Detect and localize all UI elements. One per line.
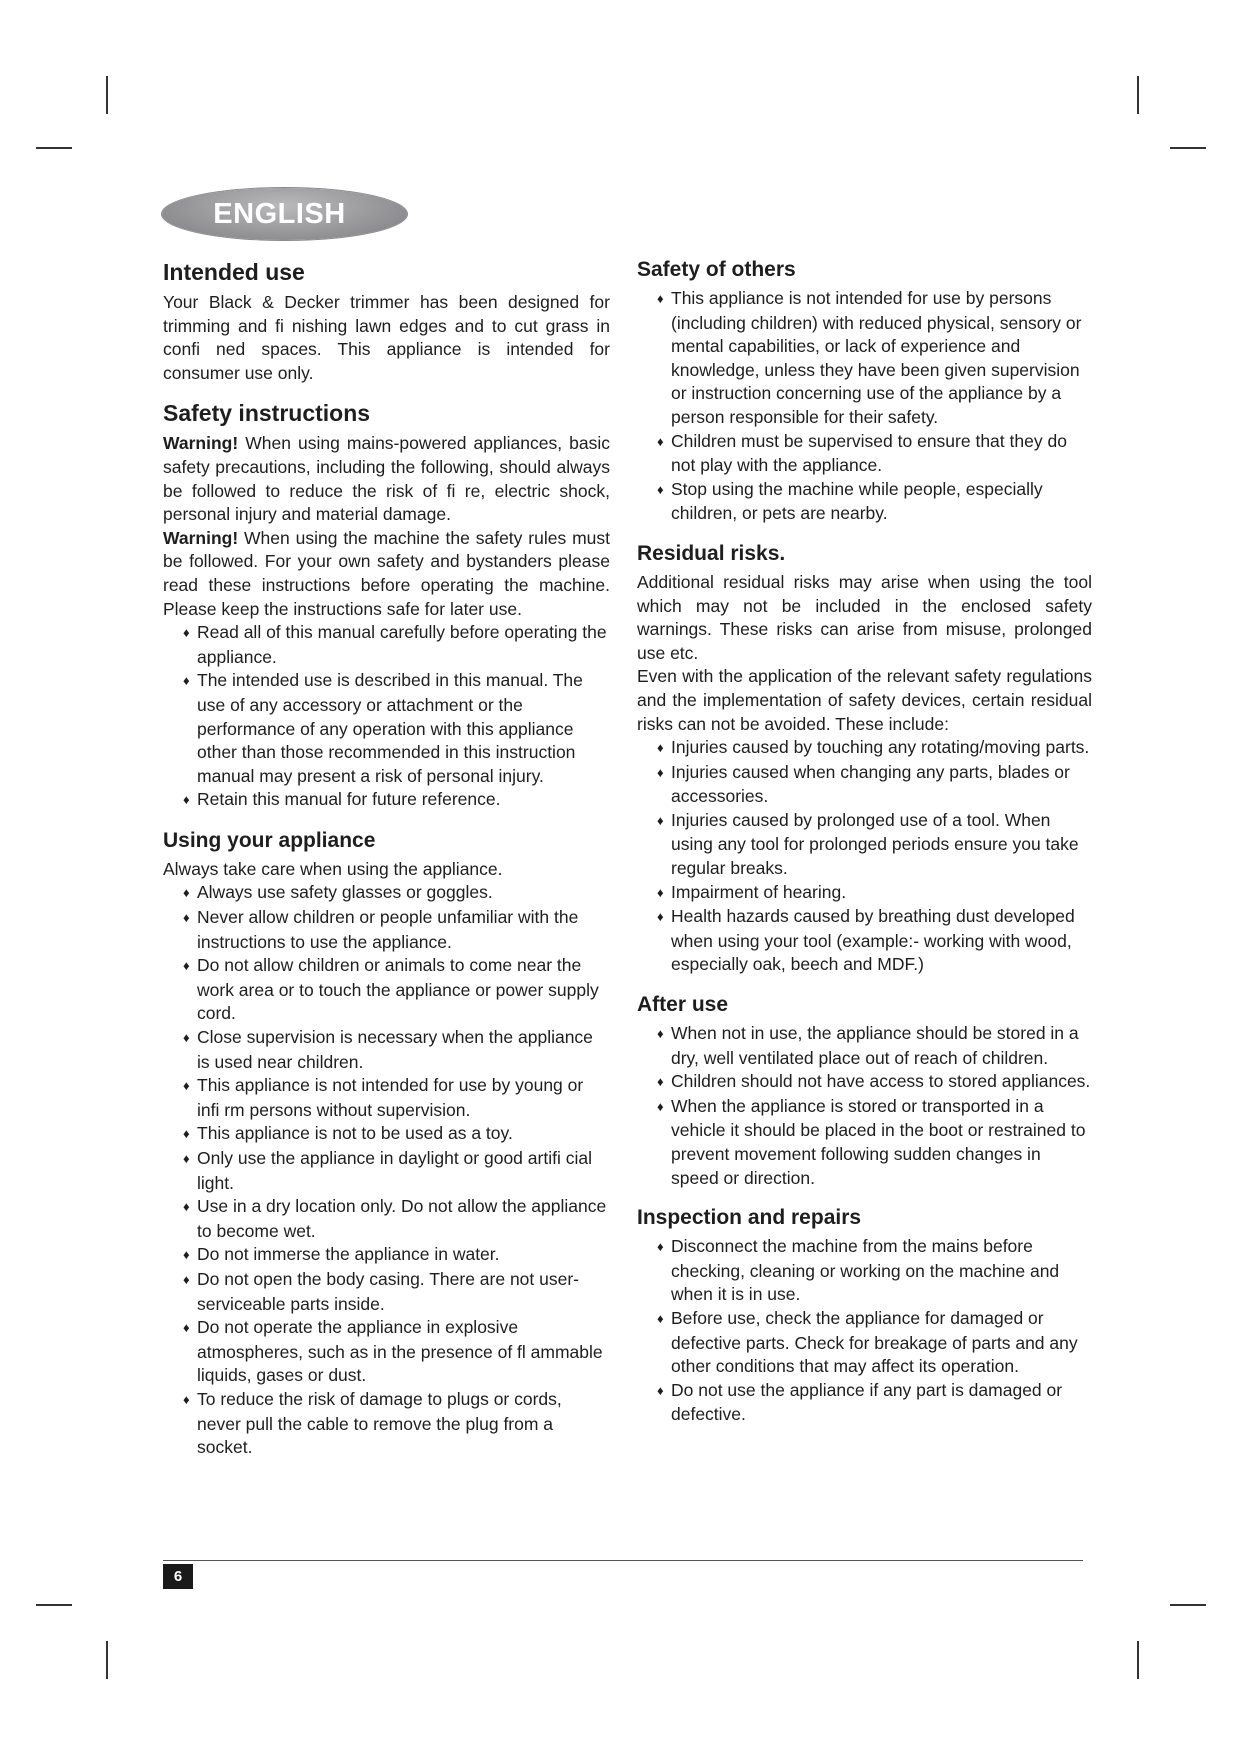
diamond-bullet-icon: ♦: [657, 1074, 664, 1090]
residual-risks-heading: Residual risks.: [637, 541, 786, 565]
diamond-bullet-icon: ♦: [183, 1078, 190, 1094]
list-item: ♦ Do not immerse the appliance in water.: [163, 1243, 610, 1268]
diamond-bullet-icon: ♦: [657, 1382, 664, 1398]
language-tab: [162, 188, 407, 240]
intended-use-heading: Intended use: [163, 259, 305, 285]
list-item: ♦ Stop using the machine while people, especially children, or pets are nearby.: [657, 478, 1043, 524]
list-item: ♦ Do not open the body casing. There are not user-serviceable parts inside.: [183, 1268, 580, 1314]
diamond-bullet-icon: ♦: [657, 1026, 664, 1042]
warning-label: Warning!: [163, 527, 239, 548]
list-item: ♦ Do not use the appliance if any part is damaged or defective.: [657, 1379, 1063, 1425]
diamond-bullet-icon: ♦: [183, 673, 190, 689]
section-after-use: [637, 991, 1092, 1190]
right-column: [637, 256, 1092, 1441]
list-item: ♦ Retain this manual for future reference.: [163, 788, 610, 813]
crop-mark-top-left: [106, 76, 108, 114]
list-item: ♦ Children should not have access to stored appliances.: [637, 1070, 1092, 1095]
list-item: ♦ Do not allow children or animals to come near the work area or to touch the appliance or power supply cord.: [183, 955, 599, 1024]
using-appliance-intro: Always take care when using the appliance.: [163, 858, 503, 879]
warning-label: Warning!: [163, 433, 239, 454]
intended-use-text: Your Black & Decker trimmer has been designed for trimming and fi nishing lawn edges and to cut grass in confi ned spaces. This appliance is intended for consumer use only.: [163, 292, 610, 383]
list-item: ♦ Never allow children or people unfamiliar with the instructions to use the appliance.: [183, 907, 579, 952]
diamond-bullet-icon: ♦: [183, 1199, 190, 1215]
list-item: ♦ Do not operate the appliance in explosive atmospheres, such as in the presence of fl ammable liquids, gases or dust.: [183, 1317, 603, 1386]
list-item: ♦ This appliance is not intended for use by young or infi rm persons without supervision.: [183, 1075, 584, 1120]
diamond-bullet-icon: ♦: [183, 910, 190, 926]
using-appliance-heading: Using your appliance: [163, 828, 376, 852]
page-number: 6: [163, 1564, 193, 1589]
diamond-bullet-icon: ♦: [657, 909, 664, 925]
list-item: ♦ Read all of this manual carefully before operating the appliance.: [183, 622, 607, 667]
list-item: ♦ The intended use is described in this manual. The use of any accessory or attachment or the performance of any operation with this appliance other than those recommended in this instruction manual may present a risk of personal injury.: [183, 670, 583, 786]
diamond-bullet-icon: ♦: [657, 291, 664, 306]
list-item: ♦ This appliance is not to be used as a toy.: [163, 1122, 610, 1147]
crop-mark-left-top: [36, 147, 72, 149]
warning-paragraph-2: [163, 527, 610, 621]
list-item: ♦ Before use, check the appliance for damaged or defective parts. Check for breakage of parts and any other conditions that may affect its operation.: [657, 1307, 1078, 1377]
diamond-bullet-icon: ♦: [657, 812, 664, 828]
inspection-repairs-list: [637, 1235, 1092, 1427]
crop-mark-bottom-left: [106, 1641, 108, 1679]
list-item: ♦ Injuries caused by prolonged use of a tool. When using any tool for prolonged periods ensure you take regular breaks.: [657, 809, 1079, 879]
language-tab-label: ENGLISH: [213, 197, 346, 230]
list-item: ♦ Health hazards caused by breathing dust developed when using your tool (example:- working with wood, especially oak, beech and MDF.): [657, 906, 1075, 975]
diamond-bullet-icon: ♦: [183, 625, 190, 641]
residual-risks-para-1: Additional residual risks may arise when using the tool which may not be included in the enclosed safety warnings. These risks can arise from misuse, prolonged use etc.: [637, 571, 1092, 663]
diamond-bullet-icon: ♦: [657, 1098, 664, 1114]
list-item: ♦ Injuries caused by touching any rotating/moving parts.: [637, 736, 1092, 761]
diamond-bullet-icon: ♦: [183, 1151, 190, 1166]
crop-mark-left-bottom: [36, 1604, 72, 1606]
left-column: [163, 258, 610, 1474]
list-item: ♦ Children must be supervised to ensure that they do not play with the appliance.: [657, 430, 1067, 476]
section-using-your-appliance: [163, 827, 610, 1460]
diamond-bullet-icon: ♦: [657, 1239, 664, 1255]
residual-risks-para-2: Even with the application of the relevant safety regulations and the implementation of safety devices, certain residual risks can not be avoided. These include:: [637, 666, 1092, 734]
diamond-bullet-icon: ♦: [657, 740, 664, 756]
diamond-bullet-icon: ♦: [183, 1391, 190, 1407]
after-use-heading: After use: [637, 993, 729, 1017]
warning-text-2: When using the machine the safety rules must be followed. For your own safety and bystanders please read these instructions before operating the machine. Please keep the instructions safe for later use.: [163, 527, 610, 619]
diamond-bullet-icon: ♦: [183, 1030, 190, 1046]
after-use-list: [637, 1022, 1092, 1190]
diamond-bullet-icon: ♦: [183, 958, 190, 974]
crop-mark-right-bottom: [1170, 1604, 1206, 1606]
diamond-bullet-icon: ♦: [657, 1310, 664, 1326]
safety-of-others-list: [637, 287, 1092, 526]
safety-of-others-heading: Safety of others: [637, 258, 796, 281]
list-item: ♦ When not in use, the appliance should be stored in a dry, well ventilated place out of reach of children.: [657, 1023, 1079, 1068]
diamond-bullet-icon: ♦: [657, 764, 664, 780]
crop-mark-top-right: [1137, 76, 1139, 114]
inspection-repairs-heading: Inspection and repairs: [637, 1206, 862, 1230]
list-item: ♦ Use in a dry location only. Do not allow the appliance to become wet.: [183, 1196, 607, 1241]
diamond-bullet-icon: ♦: [183, 1320, 190, 1336]
warning-paragraph-1: [163, 432, 610, 526]
diamond-bullet-icon: ♦: [183, 1126, 190, 1142]
list-item: ♦ Disconnect the machine from the mains before checking, cleaning or working on the machine and when it is in use.: [657, 1236, 1060, 1305]
using-appliance-list: [163, 881, 610, 1459]
section-inspection-and-repairs: [637, 1204, 1092, 1427]
residual-risks-list: [637, 736, 1092, 977]
safety-instructions-list: [163, 621, 610, 813]
section-residual-risks: [637, 540, 1092, 977]
diamond-bullet-icon: ♦: [657, 433, 664, 449]
list-item: ♦ Injuries caused when changing any parts, blades or accessories.: [657, 761, 1070, 807]
list-item: ♦ To reduce the risk of damage to plugs or cords, never pull the cable to remove the plug from a socket.: [183, 1388, 562, 1458]
list-item: ♦ Close supervision is necessary when the appliance is used near children.: [183, 1027, 593, 1072]
warning-text-1: When using mains-powered appliances, basic safety precautions, including the following, should always be followed to reduce the risk of fi re, electric shock, personal injury and material damage.: [163, 433, 610, 525]
diamond-bullet-icon: ♦: [183, 1271, 190, 1287]
diamond-bullet-icon: ♦: [183, 1247, 190, 1263]
diamond-bullet-icon: ♦: [183, 792, 190, 808]
crop-mark-right-top: [1170, 147, 1206, 149]
list-item: ♦ Always use safety glasses or goggles.: [163, 881, 610, 906]
diamond-bullet-icon: ♦: [183, 885, 190, 901]
safety-instructions-heading: Safety instructions: [163, 400, 371, 427]
section-safety-of-others: [637, 256, 1092, 526]
list-item: ♦ When the appliance is stored or transported in a vehicle it should be placed in the boot or restrained to prevent movement following sudden changes in speed or direction.: [657, 1095, 1086, 1188]
crop-mark-bottom-right: [1137, 1641, 1139, 1679]
list-item: ♦ Only use the appliance in daylight or good artifi cial light.: [183, 1148, 592, 1193]
section-safety-instructions: [163, 399, 610, 813]
diamond-bullet-icon: ♦: [657, 481, 664, 497]
list-item: ♦ Impairment of hearing.: [637, 881, 1092, 906]
diamond-bullet-icon: ♦: [657, 884, 664, 900]
list-item: ♦ This appliance is not intended for use by persons (including children) with reduced physical, sensory or mental capabilities, or lack of experience and knowledge, unless they have been given supervision or instruction concerning use of the appliance by a person responsible for their safety.: [657, 288, 1082, 427]
section-intended-use: [163, 258, 610, 385]
footer-rule: [163, 1560, 1083, 1561]
